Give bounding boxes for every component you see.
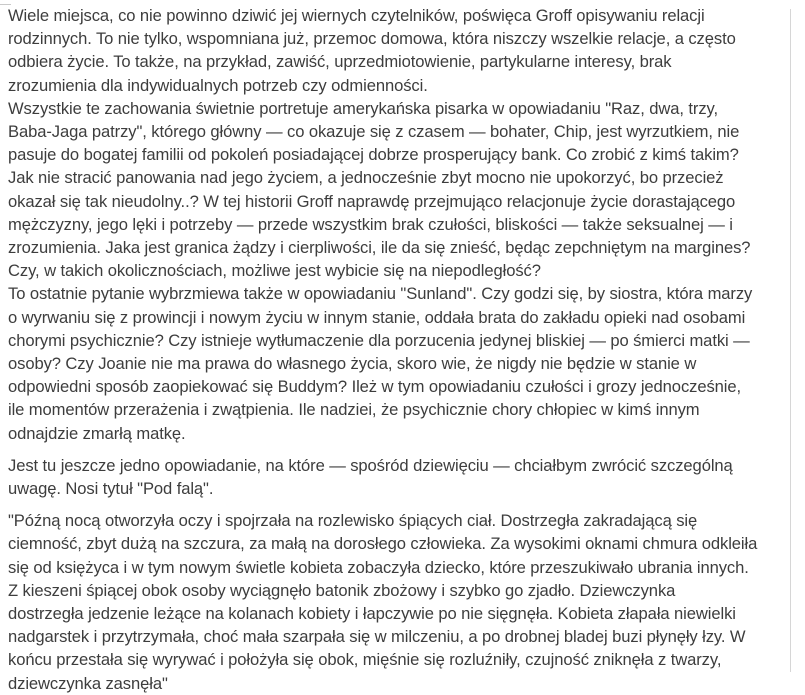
text-line: zrozumienia. Jaka jest granica żądzy i cierpliwości, ile da się znieść, będąc zepchniętym na margines? [8, 238, 751, 258]
paragraph-quoted-excerpt [8, 509, 786, 695]
text-line: Jak nie stracić panowania nad jego życiem, a jednocześnie zbyt mocno nie upokorzyć, bo przecież [8, 168, 724, 188]
right-column-rule [790, 9, 791, 672]
paragraph-family-relations-review [8, 4, 786, 445]
text-line: o wyrwaniu się z prowincji i nowym życiu w innym stanie, oddała brata do zakładu opieki nad osobami [8, 307, 746, 327]
text-line: zrozumienia dla indywidualnych potrzeb czy odmienności. [8, 75, 428, 95]
text-line: chorymi psychicznie? Czy istnieje wytłumaczenie dla porzucenia jedynej bliskiej — po śmierci matki — [8, 330, 750, 350]
text-line: pasuje do bogatej familii od pokoleń posiadającej dobrze prosperujący bank. Co zrobić z kimś takim? [8, 145, 739, 165]
paragraph-pod-fala-intro [8, 454, 786, 500]
text-line: dziewczynka zasnęła" [8, 673, 168, 693]
article-body [8, 4, 786, 695]
text-line: ile momentów przerażenia i zwątpienia. Ile nadziei, że psychicznie chory chłopiec w kimś innym [8, 400, 700, 420]
text-line: końcu przestała się wyrywać i położyła się obok, mięśnie się rozluźniły, czujność zniknęła z twarzy, [8, 650, 722, 670]
text-line: Wszystkie te zachowania świetnie portretuje amerykańska pisarka w opowiadaniu "Raz, dwa, trzy, [8, 98, 719, 118]
text-line: ciemność, zbyt dużą na szczura, za małą na dorosłego człowieka. Za wysokimi oknami chmura odkleiła [8, 534, 758, 554]
text-line: odbiera życie. To także, na przykład, zawiść, uprzedmiotowienie, partykularne interesy, brak [8, 52, 672, 72]
text-line: "Późną nocą otworzyła oczy i spojrzała na rozlewisko śpiących ciał. Dostrzegła zakradającą się [8, 511, 698, 531]
text-line: osoby? Czy Joanie nie ma prawa do własnego życia, skoro wie, że nigdy nie będzie w stanie w [8, 354, 697, 374]
text-line: się od księżyca i w tym nowym świetle kobieta zobaczyła dziecko, które przeszukiwało ubrania innych. [8, 557, 749, 577]
text-line: nadgarstek i przytrzymała, choć mała szarpała się w milczeniu, a po drobnej bladej buzi płynęły łzy. W [8, 627, 746, 647]
text-line: uwagę. Nosi tytuł "Pod falą". [8, 479, 214, 499]
text-line: Czy, w takich okolicznościach, możliwe jest wybicie się na niepodległość? [8, 261, 541, 281]
text-line: Wiele miejsca, co nie powinno dziwić jej wiernych czytelników, poświęca Groff opisywaniu relacji [8, 6, 705, 25]
text-line: Baba-Jaga patrzy", którego główny — co okazuje się z czasem — bohater, Chip, jest wyrzutkiem, nie [8, 122, 740, 142]
text-line: mężczyzny, jego lęki i potrzeby — przede wszystkim brak czułości, bliskości — także seksualnej — i [8, 214, 733, 234]
text-line: To ostatnie pytanie wybrzmiewa także w opowiadaniu "Sunland". Czy godzi się, by siostra, która marzy [8, 284, 753, 304]
text-line: rodzinnych. To nie tylko, wspomniana już, przemoc domowa, która niszczy wszelkie relacje, a często [8, 29, 736, 49]
text-line: okazał się tak nieudolny..? W tej historii Groff naprawdę przejmująco relacjonuje życie dorastającego [8, 191, 736, 211]
text-line: odpowiedni sposób zaopiekować się Buddym? Ileż w tym opowiadaniu czułości i grozy jednocześnie, [8, 377, 742, 397]
text-line: odnajdzie zmarłą matkę. [8, 423, 186, 443]
text-line: dostrzegła jedzenie leżące na kolanach kobiety i łapczywie po nie sięgnęła. Kobieta złapała niewielki [8, 604, 736, 624]
text-line: Z kieszeni śpiącej obok osoby wyciągnęło batonik zbożowy i szybko go zjadło. Dziewczynka [8, 580, 676, 600]
text-line: Jest tu jeszcze jedno opowiadanie, na które — spośród dziewięciu — chciałbym zwrócić szczególną [8, 455, 733, 475]
